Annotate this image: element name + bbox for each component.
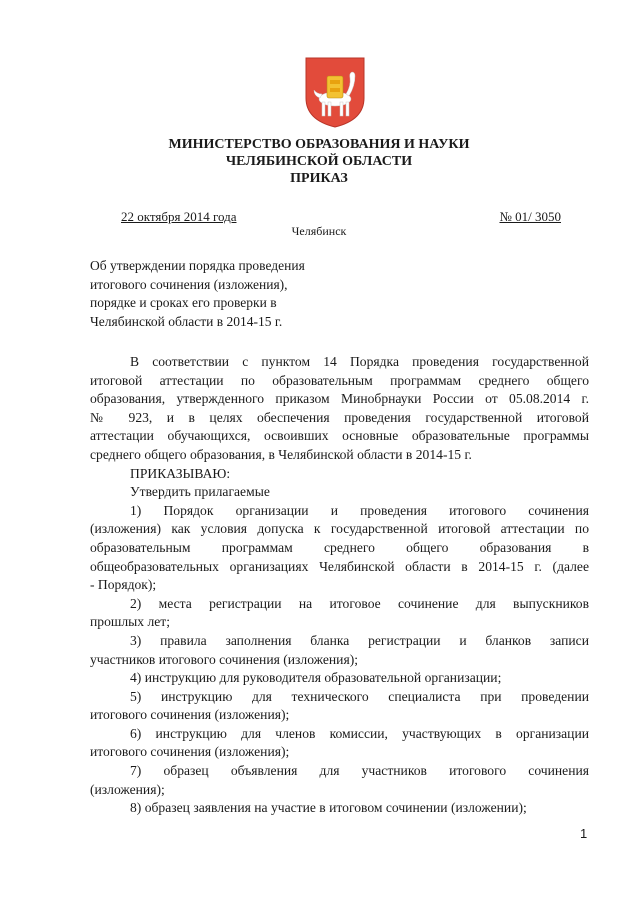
preamble-line: В соответствии с пунктом 14 Порядка проведения государственной [130,354,589,369]
item-1-line: 1) Порядок организации и проведения итогового сочинения [130,502,589,518]
order-city: Челябинск [291,224,347,238]
order-subject-line: итогового сочинения (изложения), [90,276,288,292]
item-4-line: 4) инструкцию для руководителя образовательной организации; [130,670,502,686]
ministry-name-line-1: МИНИСТЕРСТВО ОБРАЗОВАНИЯ И НАУКИ [168,137,470,152]
item-6-line: 6) инструкцию для членов комиссии, участвующих в организации [130,725,589,741]
item-1-line: общеобразовательных организациях Челябинской области в 2014-15 г. (далее [90,558,589,574]
item-7-line: (изложения); [90,781,165,797]
order-number: № 01/ 3050 [499,209,561,224]
order-subject-line: Челябинской области в 2014-15 г. [90,313,283,329]
item-8-line: 8) образец заявления на участие в итоговом сочинении (изложении); [130,800,527,816]
order-directive: ПРИКАЗЫВАЮ: [130,465,231,481]
order-date: 22 октября 2014 года [121,209,237,224]
document-type-title: ПРИКАЗ [290,171,348,186]
item-7-line: 7) образец объявления для участников итогового сочинения [130,763,589,779]
order-subject-line: порядке и сроках его проверки в [90,295,277,311]
order-body [90,353,589,818]
ministry-name-line-2: ЧЕЛЯБИНСКОЙ ОБЛАСТИ [225,154,413,169]
item-1-line: образовательным программам среднего общего образования в [90,539,589,555]
item-3-line: участников итогового сочинения (изложения); [90,651,359,667]
preamble-line: среднего общего образования, в Челябинской области в 2014-15 г. [90,446,472,462]
item-6-line: итогового сочинения (изложения); [90,744,290,760]
item-1-line: (изложения) как условия допуска к государственной итоговой аттестации по [90,521,589,537]
approve-statement: Утвердить прилагаемые [130,484,270,500]
item-2-line: 2) места регистрации на итоговое сочинение для выпускников [130,595,589,611]
item-1-line: - Порядок); [90,577,157,593]
item-5-line: итогового сочинения (изложения); [90,707,290,723]
order-subject-line: Об утверждении порядка проведения [90,258,305,273]
preamble-line: аттестации обучающихся, освоивших основные образовательные программы [90,428,589,444]
page-number: 1 [580,826,588,841]
chelyabinsk-coat-of-arms-emblem [302,56,368,128]
preamble-line: итоговой аттестации по образовательным программам среднего общего [90,372,589,388]
order-subject [90,257,350,331]
item-3-line: 3) правила заполнения бланка регистрации и бланков записи [130,632,589,648]
item-5-line: 5) инструкцию для технического специалиста при проведении [130,688,589,704]
preamble-line: образования, утвержденного приказом Минобрнауки России от 05.08.2014 г. [90,391,589,407]
preamble-line: № 923, и в целях обеспечения проведения государственной итоговой [90,409,589,425]
item-2-line: прошлых лет; [90,614,170,630]
